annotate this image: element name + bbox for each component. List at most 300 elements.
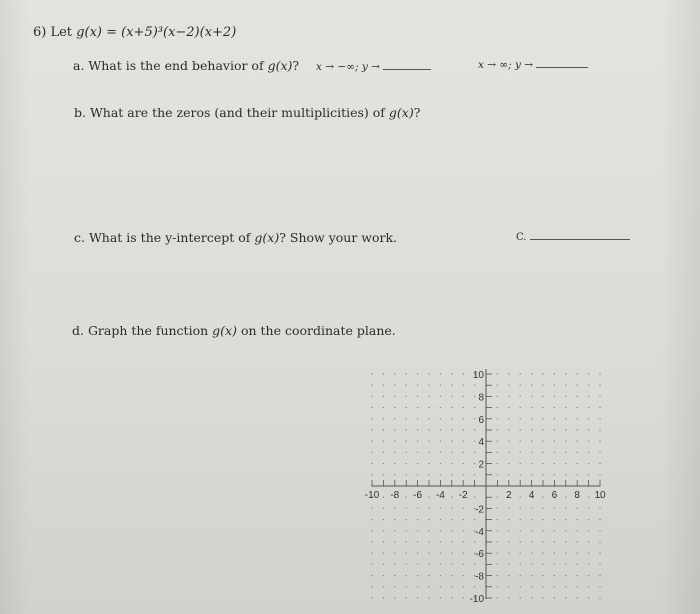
grid-dot [542, 508, 543, 509]
grid-dot [565, 586, 566, 587]
grid-dot [383, 564, 384, 565]
y-tick-label: 4 [478, 437, 484, 449]
grid-dot [406, 463, 407, 464]
grid-dot [463, 586, 464, 587]
grid-dot [440, 452, 441, 453]
grid-dot [554, 553, 555, 554]
grid-dot [394, 586, 395, 587]
part-a-qmark: ? [292, 58, 300, 73]
grid-dot [474, 385, 475, 386]
grid-dot [394, 541, 395, 542]
grid-dot [577, 575, 578, 576]
grid-dot [463, 530, 464, 531]
grid-dot [508, 586, 509, 587]
grid-dot [565, 530, 566, 531]
grid-dot [417, 575, 418, 576]
grid-dot [577, 474, 578, 475]
grid-dot [599, 407, 600, 408]
grid-dot [577, 597, 578, 598]
x-tick-label: 6 [551, 490, 558, 501]
grid-dot [554, 441, 555, 442]
x-tick-label: -8 [390, 490, 400, 501]
grid-dot [497, 497, 498, 498]
grid-dot [599, 519, 600, 520]
grid-dot [371, 452, 372, 453]
grid-dot [428, 553, 429, 554]
grid-dot [588, 385, 589, 386]
grid-dot [531, 564, 532, 565]
grid-dot [542, 564, 543, 565]
grid-dot [417, 452, 418, 453]
grid-dot [440, 597, 441, 598]
grid-dot [577, 564, 578, 565]
grid-dot [508, 564, 509, 565]
grid-dot [531, 407, 532, 408]
grid-dot [371, 564, 372, 565]
grid-dot [577, 429, 578, 430]
grid-dot [371, 441, 372, 442]
grid-dot [588, 474, 589, 475]
grid-dot [463, 396, 464, 397]
grid-dot [383, 586, 384, 587]
grid-dot [565, 429, 566, 430]
grid-dot [394, 418, 395, 419]
grid-dot [394, 508, 395, 509]
grid-dot [451, 508, 452, 509]
y-tick-label: 2 [478, 459, 484, 471]
grid-dot [451, 441, 452, 442]
grid-dot [406, 474, 407, 475]
grid-dot [497, 564, 498, 565]
grid-dot [497, 452, 498, 453]
grid-dot [599, 474, 600, 475]
grid-dot [383, 407, 384, 408]
grid-dot [417, 385, 418, 386]
part-d-label: d. Graph the function [72, 323, 209, 338]
grid-dot [508, 396, 509, 397]
grid-dot [565, 553, 566, 554]
grid-dot [394, 530, 395, 531]
y-tick-label: -6 [475, 549, 484, 561]
grid-dot [371, 429, 372, 430]
grid-dot [383, 463, 384, 464]
grid-dot [417, 474, 418, 475]
grid-dot [406, 452, 407, 453]
grid-dot [588, 418, 589, 419]
grid-dot [383, 530, 384, 531]
grid-dot [542, 385, 543, 386]
grid-dot [440, 519, 441, 520]
grid-dot [554, 429, 555, 430]
grid-dot [497, 541, 498, 542]
grid-dot [440, 553, 441, 554]
grid-dot [520, 385, 521, 386]
grid-dot [463, 429, 464, 430]
grid-dot [406, 429, 407, 430]
grid-dot [542, 530, 543, 531]
grid-dot [497, 519, 498, 520]
grid-dot [417, 519, 418, 520]
grid-dot [588, 441, 589, 442]
grid-dot [417, 429, 418, 430]
grid-dot [565, 407, 566, 408]
grid-dot [474, 418, 475, 419]
grid-dot [599, 575, 600, 576]
grid-dot [520, 429, 521, 430]
grid-dot [451, 497, 452, 498]
grid-dot [520, 497, 521, 498]
grid-dot [599, 396, 600, 397]
grid-dot [371, 508, 372, 509]
y-tick-label: 6 [478, 414, 484, 426]
grid-dot [394, 385, 395, 386]
grid-dot [577, 441, 578, 442]
grid-dot [508, 597, 509, 598]
grid-dot [451, 575, 452, 576]
grid-dot [531, 597, 532, 598]
grid-dot [406, 519, 407, 520]
grid-dot [497, 418, 498, 419]
grid-dot [463, 463, 464, 464]
part-a-label: a. What is the end behavior of [73, 58, 264, 73]
part-b-func: g(x) [388, 105, 414, 120]
grid-dot [440, 474, 441, 475]
grid-dot [463, 385, 464, 386]
x-tick-label: 10 [594, 490, 606, 501]
grid-dot [508, 452, 509, 453]
grid-dot [440, 373, 441, 374]
grid-dot [497, 508, 498, 509]
grid-dot [588, 575, 589, 576]
grid-dot [383, 429, 384, 430]
grid-dot [554, 463, 555, 464]
grid-dot [520, 519, 521, 520]
grid-dot [508, 441, 509, 442]
grid-dot [554, 373, 555, 374]
grid-dot [497, 373, 498, 374]
grid-dot [463, 553, 464, 554]
grid-dot [531, 396, 532, 397]
grid-dot [565, 474, 566, 475]
grid-dot [428, 373, 429, 374]
grid-dot [474, 497, 475, 498]
grid-dot [451, 396, 452, 397]
grid-dot [440, 586, 441, 587]
grid-dot [577, 530, 578, 531]
grid-dot [406, 564, 407, 565]
grid-dot [554, 452, 555, 453]
grid-dot [588, 553, 589, 554]
function-definition: g(x) = (x+5)³(x−2)(x+2) [76, 25, 237, 40]
grid-dot [383, 474, 384, 475]
grid-dot [451, 530, 452, 531]
grid-dot [577, 396, 578, 397]
grid-dot [554, 385, 555, 386]
tick-labels [365, 370, 606, 605]
grid-dot [383, 553, 384, 554]
grid-dot [531, 530, 532, 531]
grid-dot [554, 407, 555, 408]
x-tick-label: -2 [458, 490, 468, 501]
grid-dot [520, 373, 521, 374]
grid-dot [554, 474, 555, 475]
y-tick-label: 8 [478, 392, 484, 404]
grid-dot [406, 373, 407, 374]
grid-dot [428, 418, 429, 419]
grid-dot [474, 396, 475, 397]
grid-dot [497, 441, 498, 442]
grid-dot [428, 564, 429, 565]
grid-dot [599, 418, 600, 419]
grid-dot [542, 597, 543, 598]
grid-dot [394, 407, 395, 408]
grid-dot [542, 463, 543, 464]
grid-dot [474, 441, 475, 442]
x-tick-label: -6 [413, 490, 423, 501]
grid-dot [531, 474, 532, 475]
grid-dot [542, 541, 543, 542]
grid-dot [371, 597, 372, 598]
grid-dot [599, 541, 600, 542]
grid-dot [463, 597, 464, 598]
grid-dot [588, 541, 589, 542]
grid-dot [383, 441, 384, 442]
grid-dot [497, 429, 498, 430]
grid-dot [508, 541, 509, 542]
y-tick-label: 10 [472, 370, 484, 381]
grid-dot [508, 530, 509, 531]
grid-dot [417, 530, 418, 531]
grid-dot [463, 474, 464, 475]
grid-dot [371, 463, 372, 464]
grid-dot [428, 541, 429, 542]
grid-dot [577, 373, 578, 374]
grid-dot [383, 396, 384, 397]
right-end-text: x → ∞; y → [478, 59, 534, 71]
grid-dot [599, 553, 600, 554]
grid-dot [599, 373, 600, 374]
grid-dot [440, 541, 441, 542]
grid-dot [394, 463, 395, 464]
grid-dot [451, 429, 452, 430]
grid-dot [542, 586, 543, 587]
grid-dot [599, 586, 600, 587]
grid-dot [428, 586, 429, 587]
grid-dot [417, 564, 418, 565]
grid-dot [520, 586, 521, 587]
grid-dot [542, 474, 543, 475]
grid-dot [520, 396, 521, 397]
grid-dot [406, 530, 407, 531]
grid-dot [577, 385, 578, 386]
grid-dot [383, 418, 384, 419]
grid-dot [554, 530, 555, 531]
grid-dot [531, 553, 532, 554]
y-tick-label: -2 [475, 504, 484, 516]
grid-dot [565, 575, 566, 576]
grid-dot [520, 530, 521, 531]
grid-dot [542, 429, 543, 430]
grid-dot [531, 508, 532, 509]
grid-dot [565, 519, 566, 520]
grid-dot [497, 407, 498, 408]
grid-dot [383, 541, 384, 542]
x-tick-label: 8 [574, 490, 580, 501]
grid-dot [565, 497, 566, 498]
grid-dot [554, 519, 555, 520]
grid-dot [542, 575, 543, 576]
grid-dot [463, 418, 464, 419]
grid-dot [451, 586, 452, 587]
grid-dot [417, 597, 418, 598]
grid-dot [406, 441, 407, 442]
grid-dot [371, 586, 372, 587]
grid-dot [508, 429, 509, 430]
grid-dot [474, 429, 475, 430]
grid-dot [406, 396, 407, 397]
grid-dot [428, 385, 429, 386]
grid-dot [463, 441, 464, 442]
grid-dot [440, 575, 441, 576]
part-d-tail: on the coordinate plane. [240, 323, 396, 338]
grid-dot [406, 497, 407, 498]
grid-dot [371, 519, 372, 520]
grid-dot [371, 575, 372, 576]
grid-dot [428, 452, 429, 453]
grid-dot [531, 385, 532, 386]
grid-dot [371, 530, 372, 531]
grid-dot [599, 385, 600, 386]
grid-dot [599, 463, 600, 464]
grid-dot [599, 441, 600, 442]
grid-dot [565, 508, 566, 509]
x-tick-label: -4 [435, 490, 445, 501]
grid-dot [451, 597, 452, 598]
grid-dot [531, 452, 532, 453]
grid-dot [508, 519, 509, 520]
grid-dot [577, 508, 578, 509]
grid-dot [542, 396, 543, 397]
grid-dot [440, 396, 441, 397]
grid-dot [428, 530, 429, 531]
grid-dot [588, 564, 589, 565]
grid-dot [474, 407, 475, 408]
grid-dot [371, 385, 372, 386]
grid-dot [406, 575, 407, 576]
grid-dot [451, 553, 452, 554]
part-b-label: b. What are the zeros (and their multiplicities) of [74, 105, 385, 120]
grid-dot [531, 586, 532, 587]
grid-dot [463, 373, 464, 374]
grid-dot [588, 530, 589, 531]
grid-dot [508, 463, 509, 464]
grid-dot [565, 373, 566, 374]
grid-dot [531, 541, 532, 542]
grid-dot [565, 396, 566, 397]
grid-dot [554, 586, 555, 587]
grid-dot [463, 564, 464, 565]
grid-dot [474, 463, 475, 464]
grid-dot [554, 575, 555, 576]
grid-dot [463, 452, 464, 453]
grid-dot [463, 519, 464, 520]
grid-dot [440, 385, 441, 386]
grid-dot [577, 463, 578, 464]
grid-dot [474, 586, 475, 587]
grid-dot [599, 508, 600, 509]
grid-dot [406, 385, 407, 386]
grid-dot [371, 474, 372, 475]
grid-dot [520, 541, 521, 542]
grid-dot [508, 553, 509, 554]
grid-dot [394, 597, 395, 598]
part-a-func: g(x) [267, 58, 293, 73]
grid-dot [588, 407, 589, 408]
grid-dot [474, 452, 475, 453]
grid-dot [394, 474, 395, 475]
grid-dot [497, 597, 498, 598]
grid-dot [428, 575, 429, 576]
grid-dot [406, 407, 407, 408]
grid-dot [520, 564, 521, 565]
grid-dot [417, 407, 418, 408]
grid-dot [588, 519, 589, 520]
grid-dot [451, 452, 452, 453]
grid-dot [497, 553, 498, 554]
grid-dot [428, 407, 429, 408]
grid-dot [520, 452, 521, 453]
grid-dot [406, 553, 407, 554]
grid-dot [463, 575, 464, 576]
part-b-qmark: ? [413, 105, 421, 120]
grid-dot [508, 575, 509, 576]
grid-dot [588, 373, 589, 374]
grid-dot [383, 385, 384, 386]
grid-dot [451, 474, 452, 475]
grid-dot [383, 452, 384, 453]
x-tick-label: 4 [528, 490, 535, 501]
grid-dot [565, 597, 566, 598]
y-tick-label: -8 [475, 571, 484, 583]
part-c-label: c. What is the y-intercept of [74, 230, 251, 245]
grid-dot [531, 441, 532, 442]
grid-dot [451, 463, 452, 464]
grid-dot [588, 508, 589, 509]
grid-dot [520, 575, 521, 576]
grid-dot [577, 407, 578, 408]
grid-dot [520, 441, 521, 442]
grid-dot [577, 541, 578, 542]
part-d-func: g(x) [212, 323, 237, 338]
grid-dot [440, 429, 441, 430]
grid-dot [542, 519, 543, 520]
grid-dot [577, 418, 578, 419]
grid-dot [383, 373, 384, 374]
grid-dot [497, 396, 498, 397]
grid-dot [520, 463, 521, 464]
part-c-answer-label: C. [516, 232, 527, 243]
grid-dot [508, 407, 509, 408]
grid-dot [599, 429, 600, 430]
x-tick-label: 2 [506, 490, 512, 501]
grid-dot [406, 541, 407, 542]
grid-dot [565, 418, 566, 419]
grid-dot [497, 474, 498, 475]
grid-dot [417, 441, 418, 442]
grid-dot [406, 597, 407, 598]
grid-dot [531, 463, 532, 464]
grid-dot [428, 429, 429, 430]
